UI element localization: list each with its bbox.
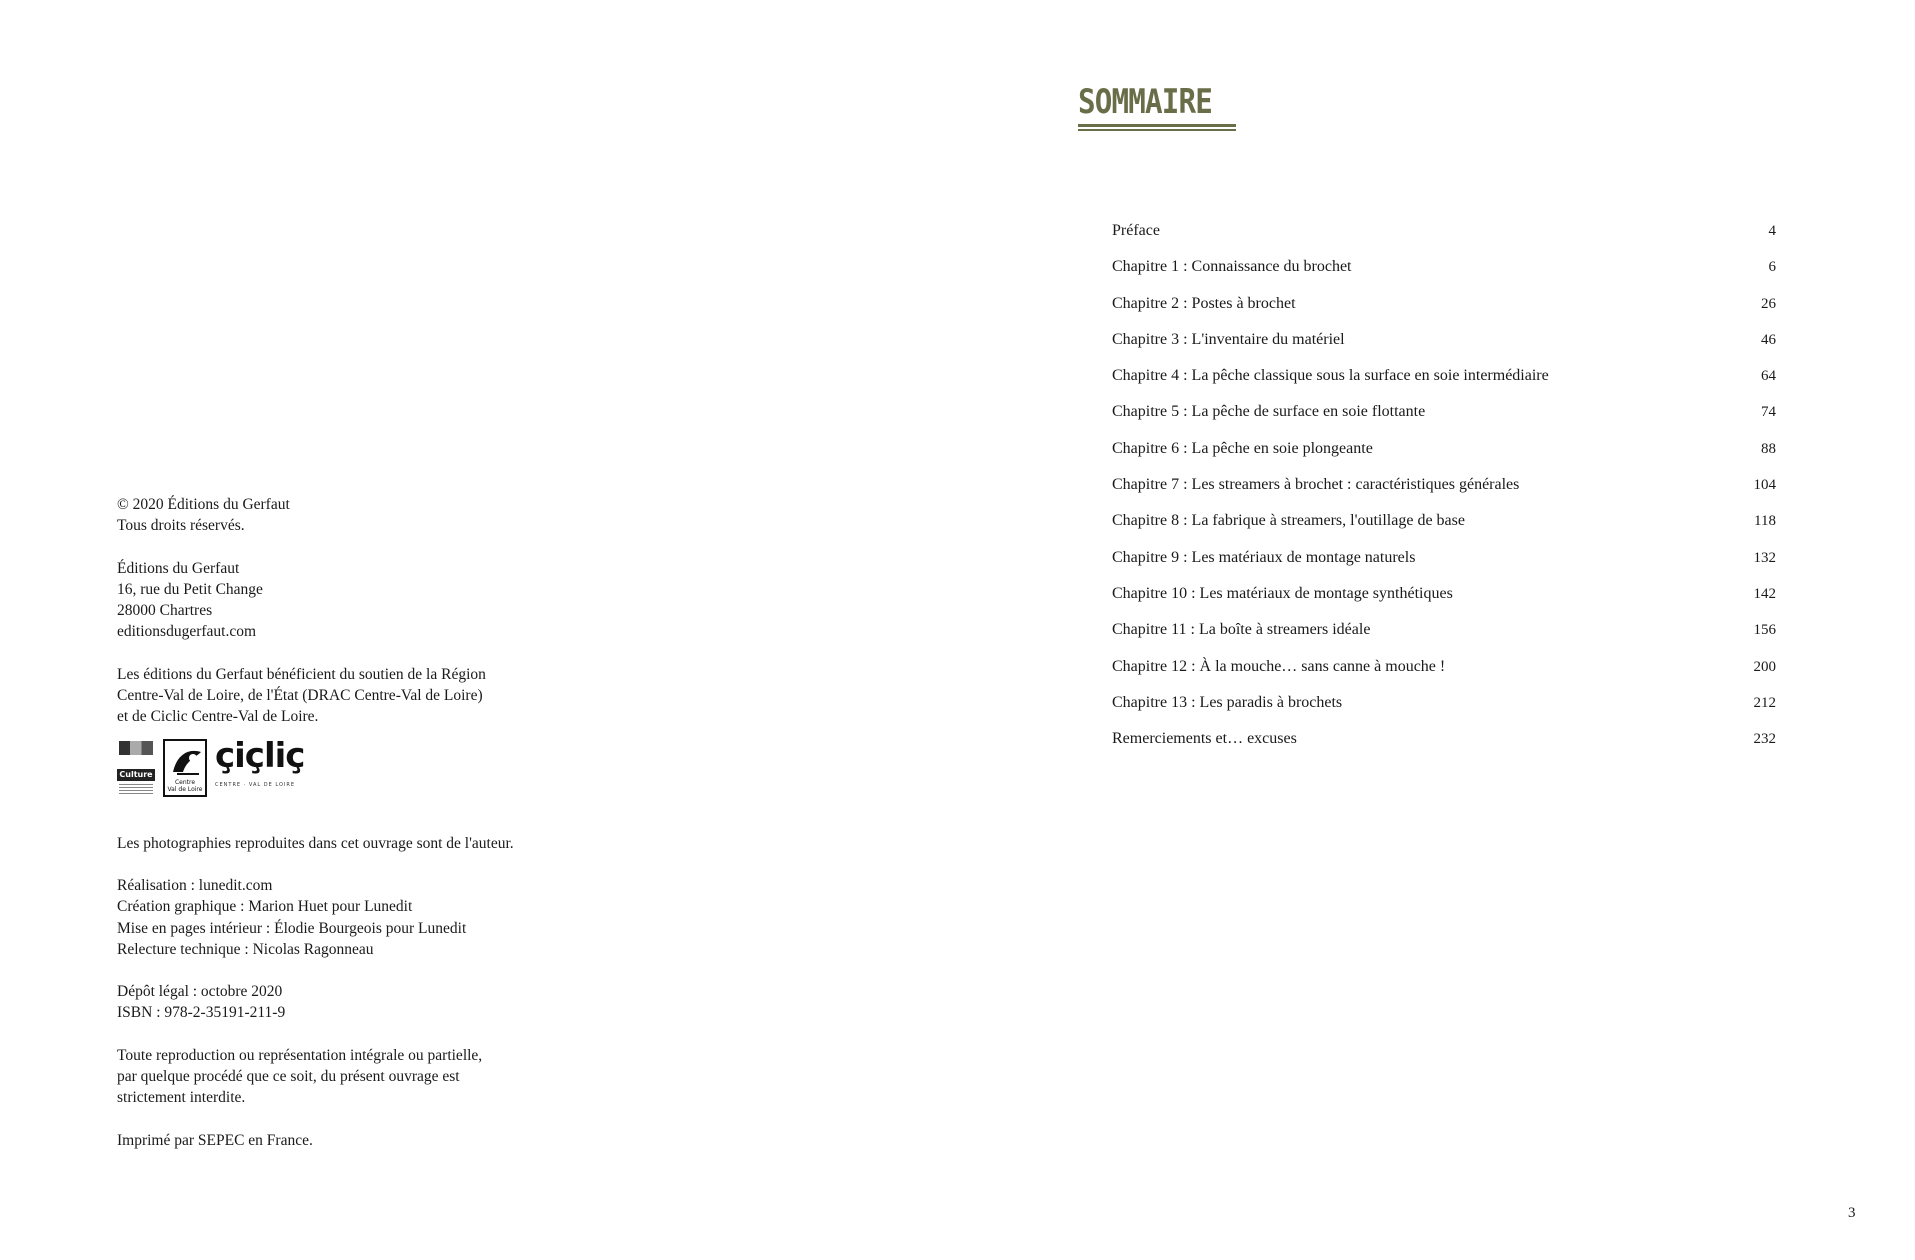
imprint-line: Les éditions du Gerfaut bénéficient du soutien de la Région [117, 665, 486, 683]
imprint-line: Dépôt légal : octobre 2020 [117, 983, 283, 1001]
toc-entry-page: 132 [1753, 549, 1776, 566]
ciclic-logo-word: çiçliç [215, 736, 305, 777]
imprint-block [117, 494, 677, 1172]
toc-entry[interactable] [1112, 694, 1776, 730]
ministry-culture-logo [117, 739, 155, 797]
toc-entry-label: Préface [1112, 222, 1160, 239]
title-underline [1078, 129, 1236, 131]
region-logo-caption [165, 779, 205, 793]
imprint-line: Éditions du Gerfaut [117, 559, 240, 577]
imprint-line: Imprimé par SEPEC en France. [117, 1131, 313, 1149]
toc-entry-label: Chapitre 13 : Les paradis à brochets [1112, 693, 1343, 711]
toc-entry-page: 200 [1753, 658, 1776, 675]
toc-entry-page: 212 [1753, 694, 1776, 711]
page-number: 3 [1848, 1205, 1856, 1221]
toc-entry[interactable] [1112, 331, 1776, 367]
imprint-line: Création graphique : Marion Huet pour Lunedit [117, 898, 413, 916]
toc-entry[interactable] [1112, 367, 1776, 403]
toc-entry[interactable] [1112, 440, 1776, 476]
toc-entry[interactable] [1112, 295, 1776, 331]
toc-entry[interactable] [1112, 658, 1776, 694]
imprint-line: par quelque procédé que ce soit, du présent ouvrage est [117, 1068, 460, 1086]
toc-entry-page: 46 [1761, 331, 1776, 348]
toc-entry-page: 26 [1761, 295, 1776, 312]
toc-heading [1078, 82, 1236, 131]
imprint-line: Les photographies reproduites dans cet ouvrage sont de l'auteur. [117, 834, 514, 852]
imprint-line: et de Ciclic Centre-Val de Loire. [117, 708, 319, 726]
toc-entry-label: Chapitre 12 : À la mouche… sans canne à mouche ! [1112, 657, 1446, 675]
toc-entry[interactable] [1112, 258, 1776, 294]
toc-entry-label: Chapitre 10 : Les matériaux de montage synthétiques [1112, 584, 1453, 602]
culture-logo-word: Culture [117, 769, 155, 781]
toc-entry-label: Chapitre 7 : Les streamers à brochet : caractéristiques générales [1112, 476, 1520, 494]
region-emblem-icon [169, 744, 205, 778]
region-caption-line: Val de Loire [167, 785, 203, 793]
toc-entry-label: Chapitre 6 : La pêche en soie plongeante [1112, 439, 1373, 457]
copyright-notice [117, 494, 677, 537]
toc-entry[interactable] [1112, 403, 1776, 439]
toc-entry[interactable] [1112, 476, 1776, 512]
imprint-line: Réalisation : lunedit.com [117, 876, 273, 894]
production-credits [117, 875, 677, 960]
flag-icon [119, 741, 153, 755]
toc-entry-label: Chapitre 4 : La pêche classique sous la surface en soie intermédiaire [1112, 367, 1549, 385]
toc-entry-page: 88 [1761, 440, 1776, 457]
toc-entry[interactable] [1112, 585, 1776, 621]
toc-entry[interactable] [1112, 730, 1776, 766]
toc-entry-page: 232 [1753, 731, 1776, 748]
toc-entry-page: 142 [1753, 585, 1776, 602]
imprint-line: Centre-Val de Loire, de l'État (DRAC Centre-Val de Loire) [117, 687, 483, 705]
toc-entry[interactable] [1112, 549, 1776, 585]
toc-entry-label: Chapitre 8 : La fabrique à streamers, l'outillage de base [1112, 512, 1465, 530]
region-centre-logo [163, 739, 207, 797]
imprint-line: strictement interdite. [117, 1089, 246, 1107]
toc-entry-label: Chapitre 5 : La pêche de surface en soie flottante [1112, 403, 1426, 421]
publisher-website[interactable]: editionsdugerfaut.com [117, 623, 257, 641]
toc-entry-label: Chapitre 1 : Connaissance du brochet [1112, 258, 1352, 276]
toc-entry-page: 104 [1753, 477, 1776, 494]
imprint-line: Relecture technique : Nicolas Ragonneau [117, 940, 374, 958]
legal-deposit [117, 981, 677, 1024]
ciclic-logo [215, 736, 305, 796]
toc-entry-page: 118 [1754, 513, 1776, 530]
toc-entry-page: 156 [1753, 622, 1776, 639]
toc-entry-page: 6 [1768, 259, 1776, 276]
toc-entry[interactable] [1112, 621, 1776, 657]
isbn: ISBN : 978-2-35191-211-9 [117, 1004, 286, 1022]
page-title: SOMMAIRE [1078, 82, 1212, 122]
imprint-line: 28000 Chartres [117, 602, 213, 620]
ciclic-logo-subtitle: CENTRE · VAL DE LOIRE [215, 782, 295, 789]
rights-notice [117, 1045, 677, 1109]
toc-entry-label: Chapitre 2 : Postes à brochet [1112, 294, 1296, 312]
printer-notice [117, 1130, 677, 1151]
toc-entry-page: 4 [1768, 223, 1776, 239]
imprint-line: Toute reproduction ou représentation intégrale ou partielle, [117, 1046, 483, 1064]
support-statement [117, 664, 677, 728]
toc-entry-label: Chapitre 9 : Les matériaux de montage naturels [1112, 548, 1416, 566]
imprint-line: Mise en pages intérieur : Élodie Bourgeois pour Lunedit [117, 919, 467, 937]
imprint-line: © 2020 Éditions du Gerfaut [117, 496, 290, 513]
imprint-line: 16, rue du Petit Change [117, 580, 263, 598]
culture-logo-caption [119, 784, 153, 794]
toc-entry-page: 64 [1761, 368, 1776, 385]
toc-entry-label: Remerciements et… excuses [1112, 730, 1297, 748]
title-underline [1078, 124, 1236, 127]
toc-entry-page: 74 [1761, 404, 1776, 421]
toc-entry-label: Chapitre 11 : La boîte à streamers idéale [1112, 621, 1371, 639]
publisher-address [117, 558, 677, 643]
toc-entry[interactable] [1112, 222, 1776, 258]
region-caption-line: Centre [174, 778, 196, 786]
imprint-line: Tous droits réservés. [117, 517, 245, 535]
table-of-contents [1112, 222, 1776, 766]
toc-entry-label: Chapitre 3 : L'inventaire du matériel [1112, 330, 1345, 348]
photo-credit [117, 833, 677, 854]
toc-entry[interactable] [1112, 512, 1776, 548]
sponsor-logos [117, 737, 677, 799]
